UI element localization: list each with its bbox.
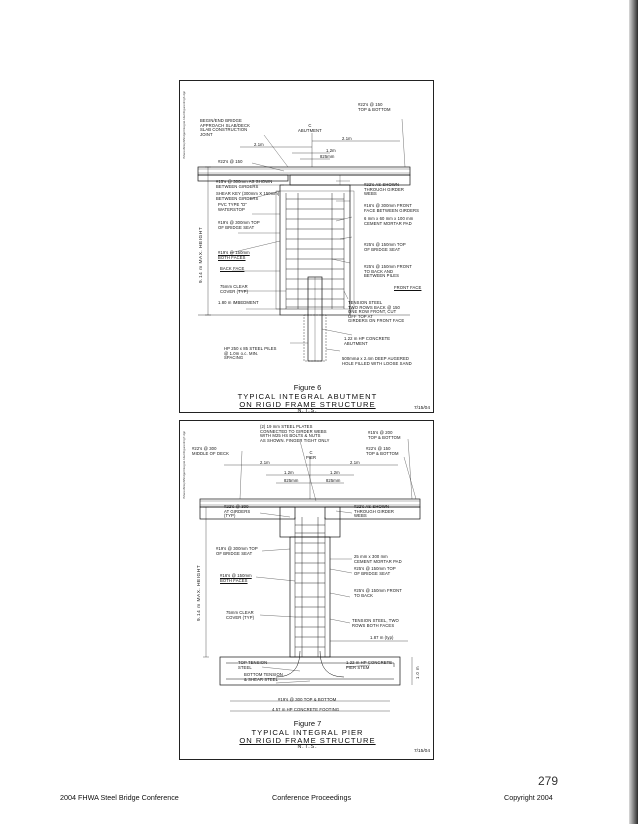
- label-bar-25-front: #25's @ 150mm FRONT TO BACK: [354, 588, 402, 598]
- dim-1-2m: 1.2m: [326, 148, 336, 153]
- label-bar-15-200: #15's @ 200 TOP & BOTTOM: [368, 430, 401, 440]
- label-bar-25-front: #25's @ 150mm FRONT TO BACK AND BETWEEN PILES: [364, 264, 412, 279]
- label-mortar-pad: 25 mm x 300 mm CEMENT MORTAR PAD: [354, 554, 402, 564]
- label-bar-15-300: #15's @ 300mm AS SHOWN BETWEEN GIRDERS: [216, 179, 273, 189]
- dim-1-2m-left: 1.2m: [284, 470, 294, 475]
- dim-1-2m-right: 1.2m: [330, 470, 340, 475]
- label-front-face: FRONT FACE: [394, 285, 422, 290]
- label-bar-19-footing: #19's @ 300 TOP & BOTTOM: [278, 697, 337, 702]
- label-bar-22-shown: #22's AS SHOWN THROUGH GIRDER WEBS: [354, 504, 395, 519]
- dim-825mm: 825mm: [320, 154, 335, 159]
- footer-copyright: Copyright 2004: [504, 793, 553, 802]
- figure-number: Figure 6: [293, 383, 322, 392]
- dim-825mm-left: 825mm: [284, 478, 299, 483]
- label-hp-footing: 4.57 m HP CONCRETE FOOTING: [272, 707, 340, 712]
- label-bar-16-150: #16's @ 150mm BOTH FACES: [220, 573, 252, 583]
- dim-1-0m: 1.0 m: [415, 666, 420, 679]
- dim-2-1m-right: 2.1m: [350, 460, 360, 465]
- label-bar-25-150: #25's @ 150mm TOP OF BRIDGE SEAT: [364, 242, 406, 252]
- pier-section-drawing: [180, 421, 435, 726]
- drawing-date: 7/15/04: [413, 406, 430, 411]
- label-tension-steel: TENSION STEEL, TWO ROWS BOTH FACES: [352, 618, 399, 628]
- page-edge-shadow: [629, 0, 638, 824]
- label-imbedment: 1.80 m IMBEDMENT: [218, 300, 259, 305]
- figure-6-drawing-frame: [179, 80, 434, 413]
- label-hp-pier-stem: 1.22 m HP CONCRETE PIER STEM: [346, 660, 393, 670]
- figure-title-line1: TYPICAL INTEGRAL PIER: [251, 728, 364, 737]
- label-bottom-tension: BOTTOM TENSION & SHEAR STEEL: [244, 672, 283, 682]
- label-bar-25-150: #25's @ 150mm TOP OF BRIDGE SEAT: [354, 566, 396, 576]
- label-cl-pier: C PIER: [306, 450, 317, 460]
- label-max-height: 9.14 m MAX. HEIGHT: [197, 564, 202, 621]
- file-path-note: \Shared\Dept\Bridge\Integral Abut\Figures\Fig6.dgn: [182, 90, 186, 159]
- file-path-note: \Shared\Dept\Bridge\Integral Abut\Figures\Fig7.dgn: [182, 430, 186, 499]
- label-top-tension: TOP TENSION STEEL: [238, 660, 268, 670]
- label-mortar-pad: 6 mm x 60 mm x 100 mm CEMENT MORTAR PAD: [364, 216, 414, 226]
- label-tension-steel: TENSION STEEL TWO ROWS BACK @ 150 ONE ROW FRONT, CUT OFF TOP AT GIRDERS ON FRONT FACE: [348, 300, 405, 324]
- label-steel-piles: HP 250 x 85 STEEL PILES @ 1.0m o.c. MIN. SPACING: [224, 346, 277, 361]
- footer-proceedings: Conference Proceedings: [272, 793, 352, 802]
- label-bar-22-300-deck: #22's @ 300 MIDDLE OF DECK: [192, 446, 229, 456]
- label-cl-abutment: C ABUTMENT: [298, 123, 322, 133]
- figure-title-line2: ON RIGID FRAME STRUCTURE: [239, 400, 376, 409]
- label-shear-key: SHEAR KEY (300mm X 150mm) BETWEEN GIRDERS: [216, 191, 280, 201]
- dim-2-1m-left: 2.1m: [260, 460, 270, 465]
- label-bar-19-300: #19's @ 300mm TOP OF BRIDGE SEAT: [216, 546, 258, 556]
- label-begin-end-bridge: BEGIN/END BRIDGE APPROACH SLAB/DECK SLAB CONSTRUCTION JOINT: [200, 118, 250, 137]
- not-to-scale-note: N.T.S.: [297, 744, 318, 750]
- drawing-date: 7/15/04: [413, 749, 430, 754]
- page-number: 279: [538, 774, 559, 788]
- footer-conference-name: 2004 FHWA Steel Bridge Conference: [60, 793, 179, 802]
- dim-1-87m: 1.87 m (typ): [370, 635, 394, 640]
- label-bar-19-300: #19's @ 300mm TOP OF BRIDGE SEAT: [218, 220, 260, 230]
- label-bar-22-girders: #22's @ 300 AT GIRDERS (TYP): [224, 504, 251, 519]
- label-bar-19-150: #19's @ 150mm BOTH FACES: [218, 250, 250, 260]
- figure-title-line1: TYPICAL INTEGRAL ABUTMENT: [237, 392, 378, 401]
- figure-number: Figure 7: [293, 719, 322, 728]
- label-steel-plates: (2) 19 mm STEEL PLATES CONNECTED TO GIRDER WEBS WITH M25 HS BOLTS & NUTS AS SHOWN. FINGER TIGHT ONLY: [260, 424, 330, 443]
- not-to-scale-note: N.T.S.: [297, 408, 318, 414]
- label-clear-cover: 75mm CLEAR COVER (TYP): [226, 610, 255, 620]
- label-top-bars: #22's @ 150 TOP & BOTTOM: [358, 102, 391, 112]
- label-pvc-waterstop: PVC TYPE "D" WATERSTOP: [218, 202, 247, 212]
- label-bar-22-150: #22's @ 150 TOP & BOTTOM: [366, 446, 399, 456]
- dim-2-1m-left: 2.1m: [254, 142, 264, 147]
- dim-2-1m-right: 2.1m: [342, 136, 352, 141]
- label-max-height: 9.14 m MAX. HEIGHT: [199, 226, 204, 283]
- pier-cap: [280, 507, 340, 537]
- label-hp-concrete-abutment: 1.22 m HP CONCRETE ABUTMENT: [344, 336, 391, 346]
- label-back-face: BACK FACE: [220, 266, 245, 271]
- dim-825mm-right: 825mm: [326, 478, 341, 483]
- label-bar-22-150: #22's @ 150: [218, 159, 243, 164]
- label-clear-cover: 75mm CLEAR COVER (TYP): [220, 284, 249, 294]
- deck-slab: [198, 167, 410, 175]
- label-bar-22-shown: #22's AS SHOWN THROUGH GIRDER WEBS: [364, 182, 405, 197]
- label-bar-16-300: #16's @ 300mm FRONT FACE BETWEEN GIRDERS: [364, 203, 420, 213]
- figure-7-drawing-frame: [179, 420, 434, 760]
- figure-title-line2: ON RIGID FRAME STRUCTURE: [239, 736, 376, 745]
- label-augered-hole: 500mmø x 2.4m DEEP AUGERED HOLE FILLED WITH LOOSE SAND: [342, 356, 412, 366]
